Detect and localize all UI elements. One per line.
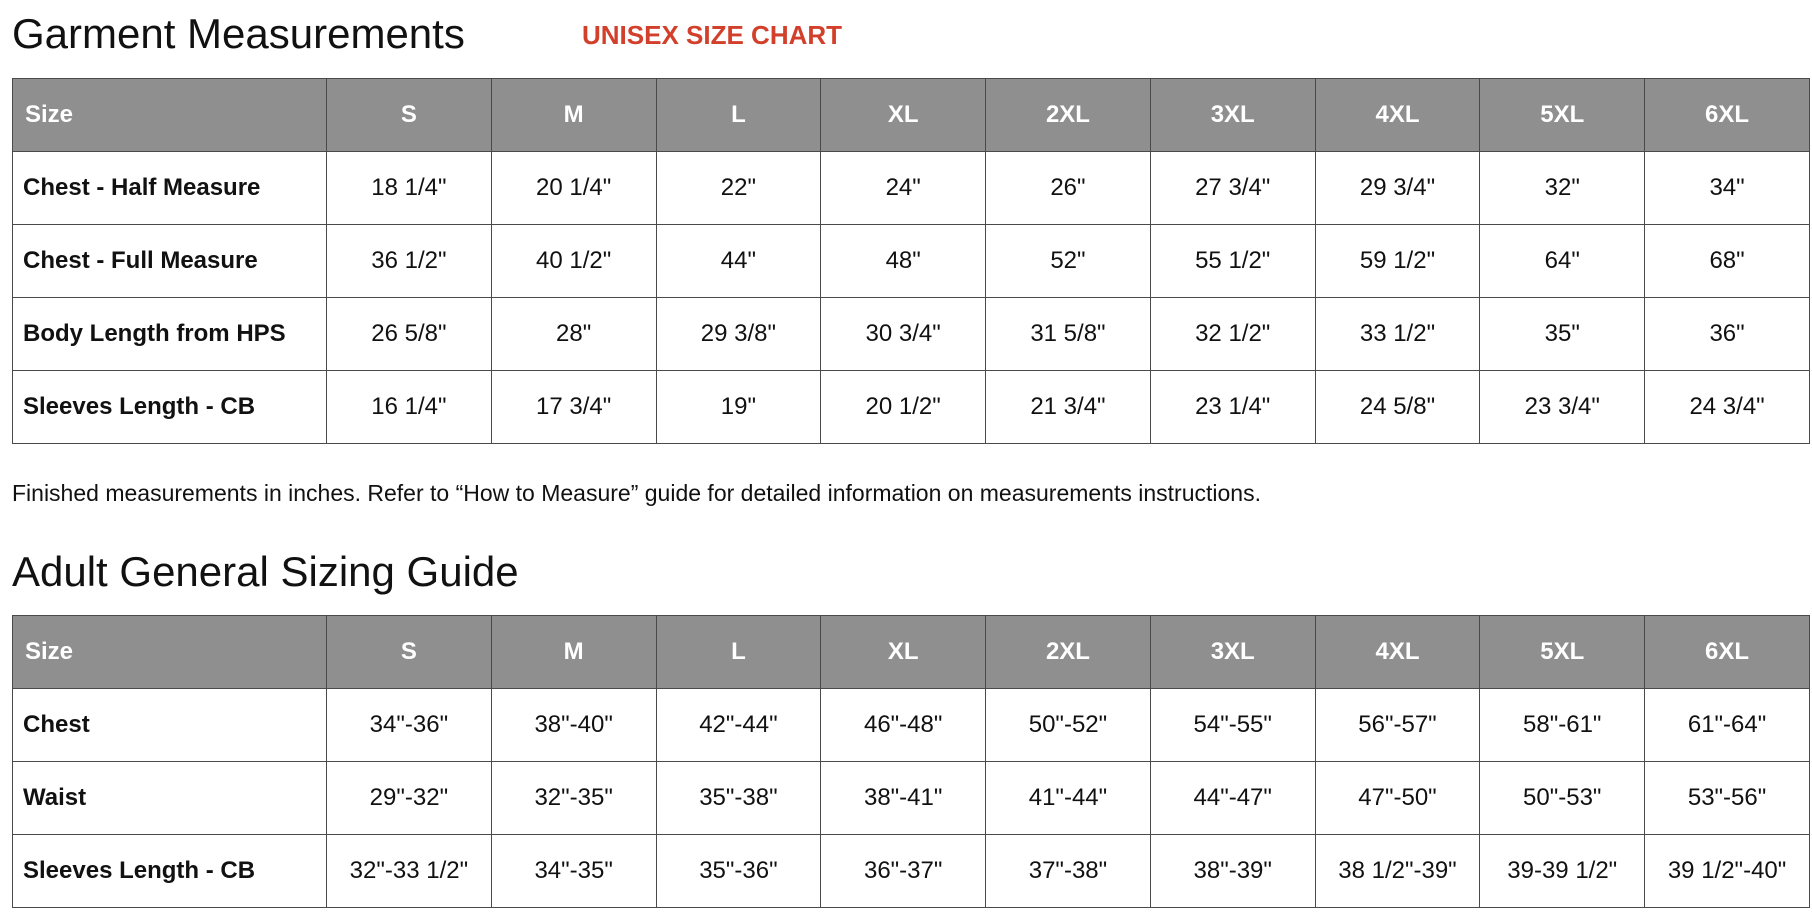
table-cell: 39-39 1/2": [1480, 835, 1645, 908]
table-cell: 36": [1645, 298, 1810, 371]
table-cell: 24": [821, 152, 986, 225]
table-cell: 46"-48": [821, 689, 986, 762]
size-column-header: 2XL: [986, 616, 1151, 689]
table-cell: 30 3/4": [821, 298, 986, 371]
row-label: Chest - Full Measure: [13, 225, 327, 298]
row-label: Sleeves Length - CB: [13, 371, 327, 444]
table-cell: 29"-32": [327, 762, 492, 835]
size-column-header: 5XL: [1480, 616, 1645, 689]
size-column-header: 4XL: [1315, 79, 1480, 152]
table-row: [13, 689, 1810, 762]
row-label: Chest - Half Measure: [13, 152, 327, 225]
table-cell: 29 3/8": [656, 298, 821, 371]
unisex-size-chart-subtitle: UNISEX SIZE CHART: [582, 20, 843, 50]
table-cell: 56"-57": [1315, 689, 1480, 762]
table-cell: 40 1/2": [491, 225, 656, 298]
table-cell: 31 5/8": [986, 298, 1151, 371]
size-column-header: 2XL: [986, 79, 1151, 152]
table-cell: 36"-37": [821, 835, 986, 908]
size-column-header: 6XL: [1645, 616, 1810, 689]
table-cell: 47"-50": [1315, 762, 1480, 835]
row-label: Chest: [13, 689, 327, 762]
table-cell: 38"-40": [491, 689, 656, 762]
table-cell: 24 5/8": [1315, 371, 1480, 444]
table-cell: 39 1/2"-40": [1645, 835, 1810, 908]
table-cell: 64": [1480, 225, 1645, 298]
table-cell: 38"-39": [1150, 835, 1315, 908]
adult-sizing-guide-title: Adult General Sizing Guide: [12, 548, 519, 595]
table-cell: 44"-47": [1150, 762, 1315, 835]
table-cell: 38 1/2"-39": [1315, 835, 1480, 908]
table-cell: 26 5/8": [327, 298, 492, 371]
size-column-header: XL: [821, 79, 986, 152]
table-cell: 17 3/4": [491, 371, 656, 444]
row-label: Body Length from HPS: [13, 298, 327, 371]
table-cell: 38"-41": [821, 762, 986, 835]
size-column-header: 4XL: [1315, 616, 1480, 689]
size-column-header: L: [656, 616, 821, 689]
size-column-header: XL: [821, 616, 986, 689]
size-column-header: S: [327, 79, 492, 152]
table-cell: 19": [656, 371, 821, 444]
table-row: [13, 225, 1810, 298]
table-cell: 58"-61": [1480, 689, 1645, 762]
table-cell: 68": [1645, 225, 1810, 298]
table-row: [13, 152, 1810, 225]
table-cell: 48": [821, 225, 986, 298]
size-column-header: L: [656, 79, 821, 152]
table-cell: 42"-44": [656, 689, 821, 762]
table-cell: 24 3/4": [1645, 371, 1810, 444]
table-cell: 59 1/2": [1315, 225, 1480, 298]
size-column-header: S: [327, 616, 492, 689]
row-label: Waist: [13, 762, 327, 835]
garment-measurements-table: [12, 78, 1810, 444]
table-cell: 27 3/4": [1150, 152, 1315, 225]
size-header-label: Size: [13, 79, 327, 152]
table-cell: 55 1/2": [1150, 225, 1315, 298]
table-cell: 34"-35": [491, 835, 656, 908]
table-cell: 22": [656, 152, 821, 225]
size-column-header: 3XL: [1150, 616, 1315, 689]
table-cell: 35"-38": [656, 762, 821, 835]
table-cell: 33 1/2": [1315, 298, 1480, 371]
size-column-header: M: [491, 616, 656, 689]
table-cell: 35": [1480, 298, 1645, 371]
row-label: Sleeves Length - CB: [13, 835, 327, 908]
table-cell: 44": [656, 225, 821, 298]
table-cell: 21 3/4": [986, 371, 1151, 444]
table-cell: 32": [1480, 152, 1645, 225]
table-cell: 52": [986, 225, 1151, 298]
garment-measurements-title: Garment Measurements: [12, 10, 465, 57]
table-cell: 20 1/2": [821, 371, 986, 444]
table-cell: 41"-44": [986, 762, 1151, 835]
table-cell: 37"-38": [986, 835, 1151, 908]
table-cell: 32"-35": [491, 762, 656, 835]
table-cell: 50"-52": [986, 689, 1151, 762]
size-column-header: 6XL: [1645, 79, 1810, 152]
table-cell: 32 1/2": [1150, 298, 1315, 371]
table-cell: 23 3/4": [1480, 371, 1645, 444]
table-cell: 20 1/4": [491, 152, 656, 225]
table-cell: 54"-55": [1150, 689, 1315, 762]
table-cell: 53"-56": [1645, 762, 1810, 835]
table-header-row: [13, 79, 1810, 152]
table-cell: 32"-33 1/2": [327, 835, 492, 908]
table-cell: 36 1/2": [327, 225, 492, 298]
size-column-header: 3XL: [1150, 79, 1315, 152]
adult-sizing-guide-table: [12, 615, 1810, 908]
size-column-header: M: [491, 79, 656, 152]
size-column-header: 5XL: [1480, 79, 1645, 152]
table-cell: 16 1/4": [327, 371, 492, 444]
size-header-label: Size: [13, 616, 327, 689]
table-cell: 50"-53": [1480, 762, 1645, 835]
table-cell: 23 1/4": [1150, 371, 1315, 444]
table-cell: 18 1/4": [327, 152, 492, 225]
table-header-row: [13, 616, 1810, 689]
table-row: [13, 762, 1810, 835]
table-cell: 61"-64": [1645, 689, 1810, 762]
table-row: [13, 371, 1810, 444]
measurement-note: Finished measurements in inches. Refer to “How to Measure” guide for detailed information on measurements instructions.: [12, 480, 1261, 506]
table-cell: 34"-36": [327, 689, 492, 762]
table-cell: 29 3/4": [1315, 152, 1480, 225]
table-cell: 26": [986, 152, 1151, 225]
table-cell: 28": [491, 298, 656, 371]
table-cell: 35"-36": [656, 835, 821, 908]
table-row: [13, 835, 1810, 908]
table-cell: 34": [1645, 152, 1810, 225]
table-row: [13, 298, 1810, 371]
